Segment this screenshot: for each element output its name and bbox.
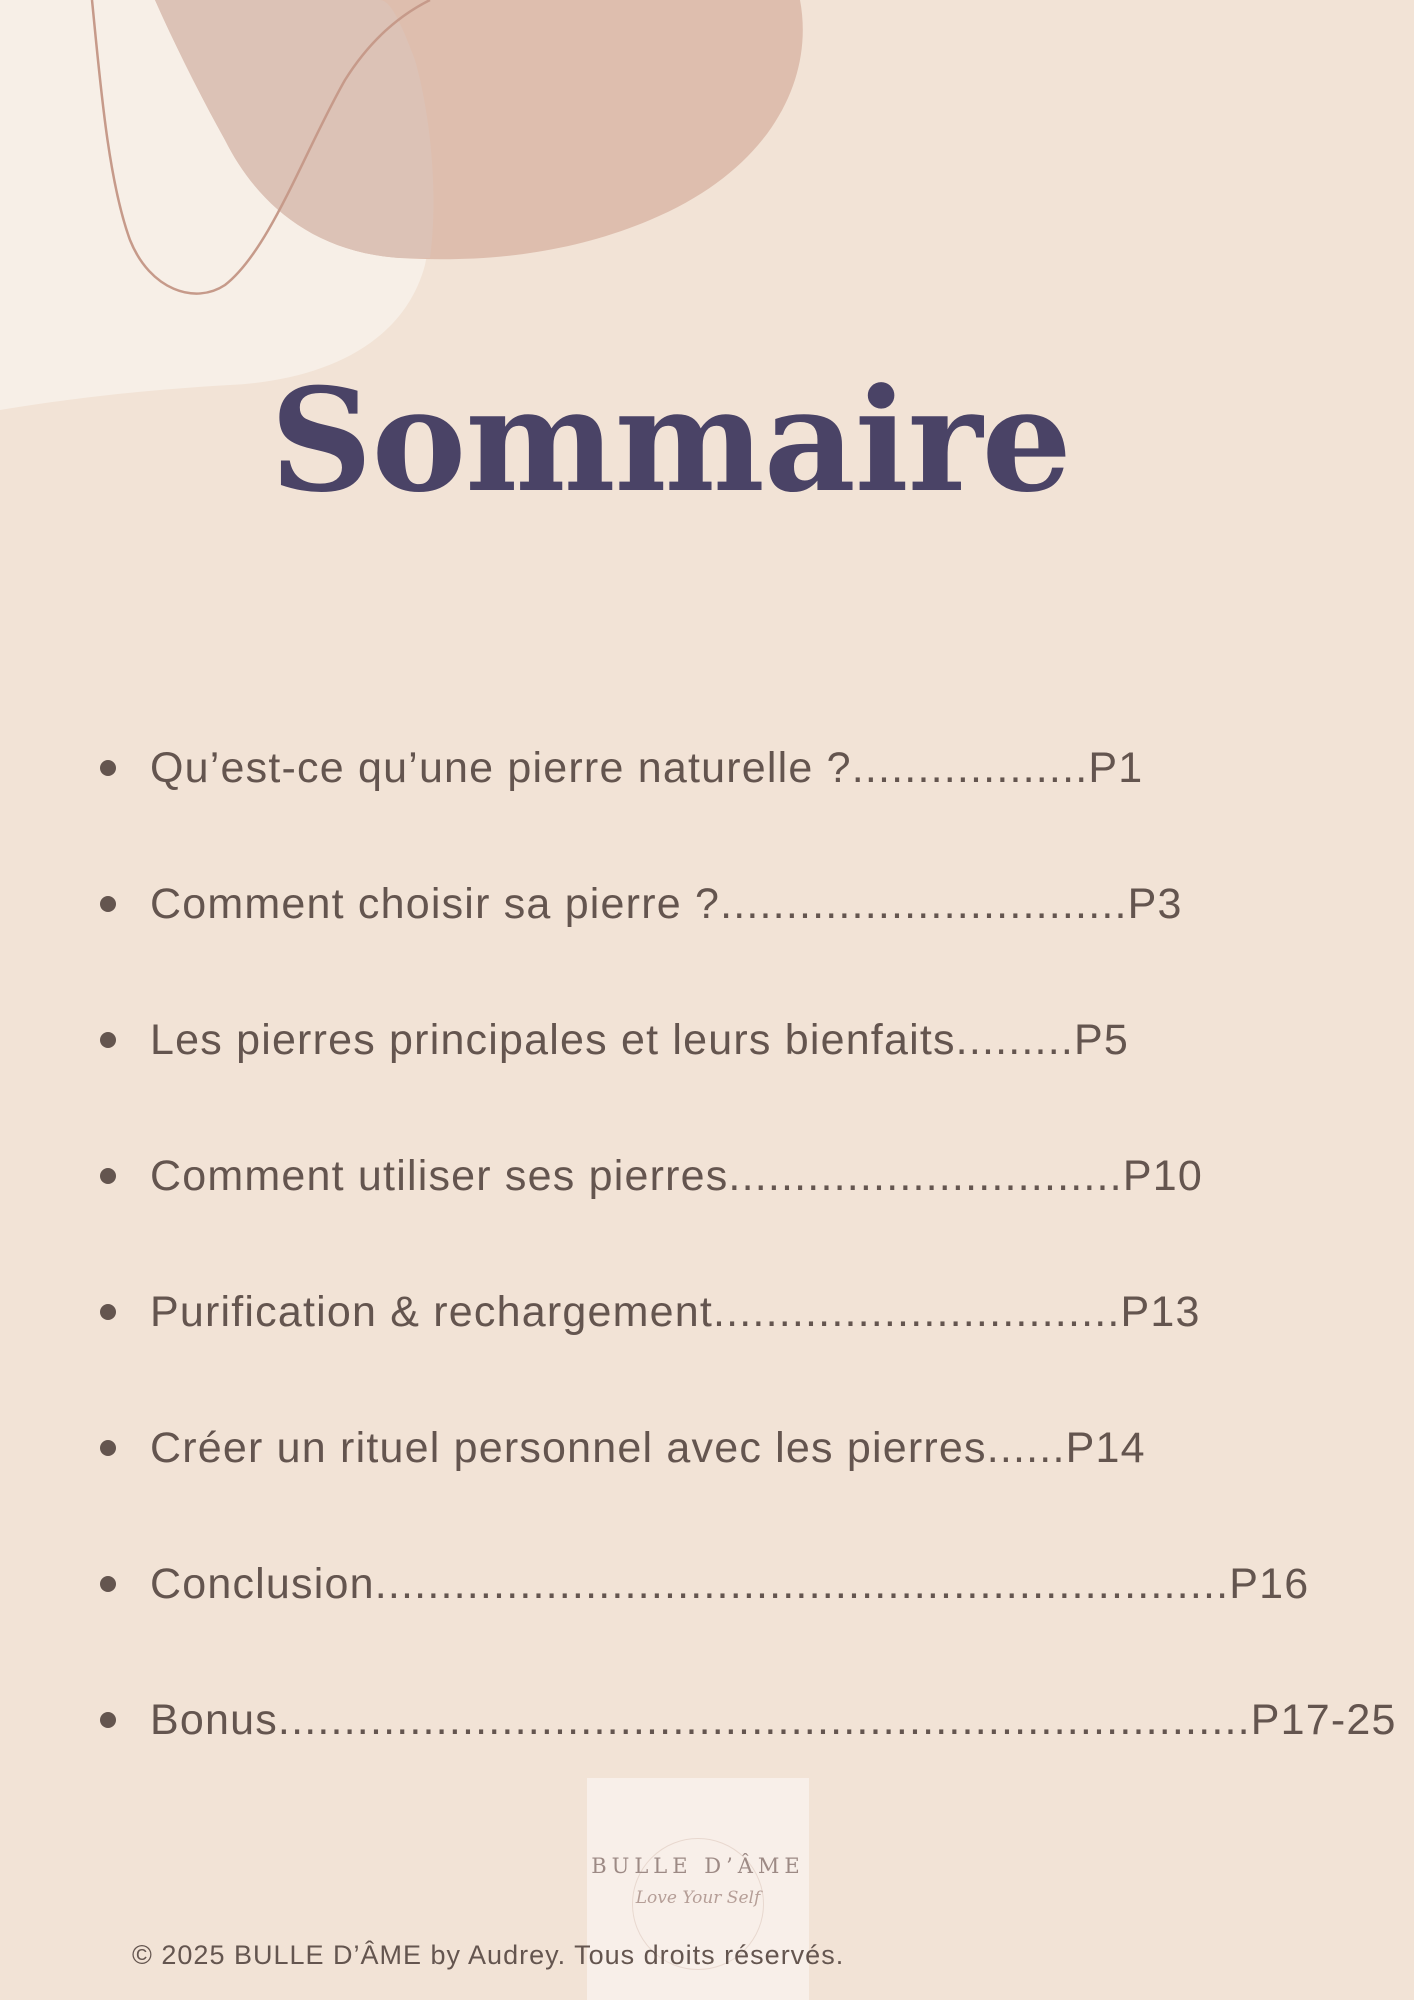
- toc-item-text: Conclusion.................................................................P16: [150, 1560, 1310, 1608]
- toc-item-text: Comment utiliser ses pierres..............................P10: [150, 1152, 1203, 1200]
- bullet-icon: [100, 896, 116, 912]
- bullet-icon: [100, 1440, 116, 1456]
- toc-item: [100, 1284, 1397, 1420]
- bullet-icon: [100, 760, 116, 776]
- toc-item: [100, 1148, 1397, 1284]
- toc-item-text: Comment choisir sa pierre ?...............................P3: [150, 880, 1183, 928]
- toc-item: [100, 1556, 1397, 1692]
- toc-item: [100, 1420, 1397, 1556]
- bullet-icon: [100, 1576, 116, 1592]
- bullet-icon: [100, 1712, 116, 1728]
- table-of-contents: [100, 740, 1397, 1828]
- toc-item-text: Créer un rituel personnel avec les pierres......P14: [150, 1424, 1146, 1472]
- page-title: Sommaire: [270, 358, 1071, 524]
- logo-tagline: Love Your Self: [635, 1888, 761, 1908]
- toc-item: [100, 1012, 1397, 1148]
- toc-item: [100, 876, 1397, 1012]
- toc-item-text: Bonus..........................................................................P17-25: [150, 1696, 1397, 1744]
- bullet-icon: [100, 1032, 116, 1048]
- logo-brand-name: BULLE D’ÂME: [591, 1854, 805, 1878]
- toc-item-text: Purification & rechargement...............................P13: [150, 1288, 1201, 1336]
- bullet-icon: [100, 1168, 116, 1184]
- toc-item-text: Les pierres principales et leurs bienfaits.........P5: [150, 1016, 1129, 1064]
- toc-item-text: Qu’est-ce qu’une pierre naturelle ?..................P1: [150, 744, 1144, 792]
- copyright-footer: © 2025 BULLE D’ÂME by Audrey. Tous droits réservés.: [132, 1940, 845, 1970]
- toc-item: [100, 740, 1397, 876]
- bullet-icon: [100, 1304, 116, 1320]
